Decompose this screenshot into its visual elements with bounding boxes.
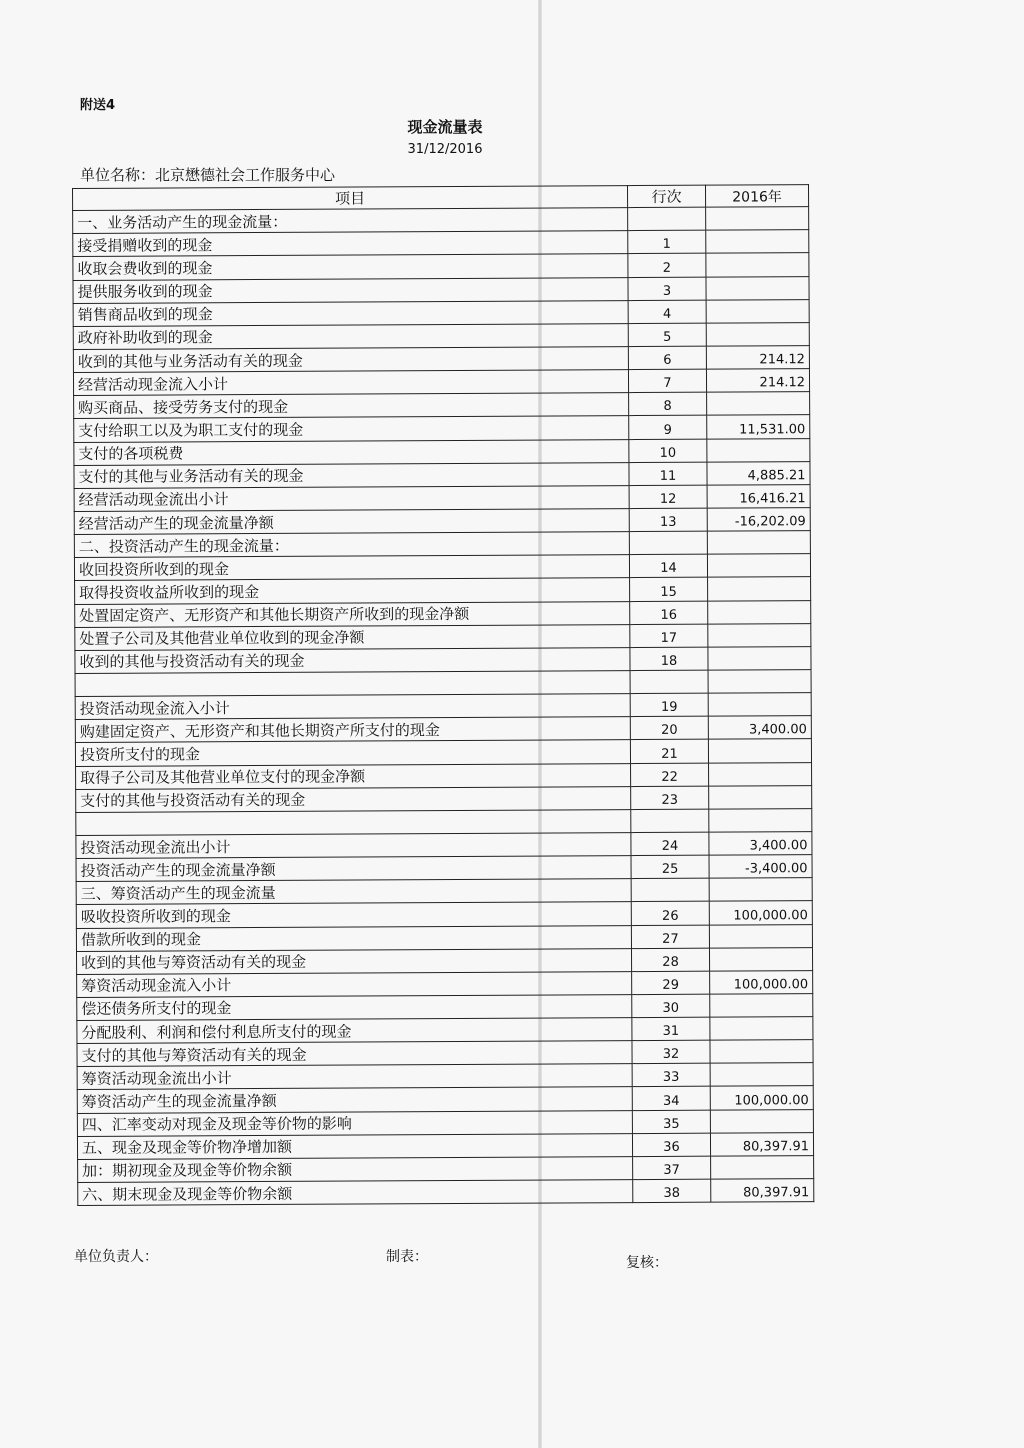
row-item: 取得子公司及其他营业单位支付的现金净额 [76,763,631,789]
row-number: 34 [632,1087,710,1111]
row-number: 5 [628,323,706,347]
row-number: 28 [631,948,709,972]
row-item: 经营活动现金流出小计 [74,485,629,511]
page-title: 现金流量表 [407,118,483,136]
row-item: 四、汇率变动对现金及现金等价物的影响 [77,1110,632,1136]
row-value [710,1017,813,1041]
row-value [710,1040,813,1064]
row-number: 11 [629,462,707,486]
row-item: 支付给职工以及为职工支付的现金 [74,416,629,442]
row-item: 筹资活动现金流入小计 [77,971,632,997]
row-number: 17 [630,624,708,648]
row-item: 处置固定资产、无形资产和其他长期资产所收到的现金净额 [75,601,630,627]
header-year: 2016年 [705,185,808,208]
row-item: 支付的其他与投资活动有关的现金 [76,786,631,812]
row-item: 投资活动现金流出小计 [76,833,631,859]
row-number: 25 [631,855,709,879]
row-number: 2 [628,254,706,278]
row-number: 18 [630,647,708,671]
row-number: 38 [633,1179,711,1203]
row-item: 投资活动现金流入小计 [75,694,630,720]
row-value [707,554,810,578]
row-item: 经营活动产生的现金流量净额 [74,509,629,535]
row-value [710,1109,813,1133]
row-number: 6 [628,346,706,370]
row-item: 经营活动现金流入小计 [73,370,628,396]
row-value [708,646,811,670]
attachment-label: 附送4 [80,98,116,113]
row-value [708,693,811,717]
report-date: 31/12/2016 [407,142,483,157]
row-value: 100,000.00 [710,970,813,994]
row-number: 15 [630,578,708,602]
prepared-by-label: 制表： [386,1249,428,1265]
row-number [631,878,709,902]
row-value [708,600,811,624]
row-value [706,230,809,254]
reviewed-by-label: 复核： [626,1255,668,1271]
row-value [709,878,812,902]
row-item: 分配股利、利润和偿付利息所支付的现金 [77,1018,632,1044]
row-value [708,670,811,694]
row-number: 7 [628,369,706,393]
row-number: 12 [629,485,707,509]
row-number: 14 [629,554,707,578]
row-value: 3,400.00 [709,832,812,856]
row-value [708,577,811,601]
row-item: 支付的其他与筹资活动有关的现金 [77,1041,632,1067]
row-item: 吸收投资所收到的现金 [76,902,631,928]
row-value: 80,397.91 [710,1132,813,1156]
row-item: 购建固定资产、无形资产和其他长期资产所支付的现金 [75,717,630,743]
row-value [710,994,813,1018]
row-value [711,1156,814,1180]
row-number: 26 [631,902,709,926]
row-item: 偿还债务所支付的现金 [77,995,632,1021]
row-number: 35 [632,1110,710,1134]
row-value [706,299,809,323]
row-item: 购买商品、接受劳务支付的现金 [74,393,629,419]
row-item: 加：期初现金及现金等价物余额 [78,1156,633,1182]
row-value [708,739,811,763]
row-value [707,531,810,555]
row-value [706,207,809,231]
row-value [706,253,809,277]
row-item: 投资活动产生的现金流量净额 [76,856,631,882]
row-value: 16,416.21 [707,484,810,508]
row-item: 取得投资收益所收到的现金 [75,578,630,604]
row-number [628,207,706,231]
row-number: 32 [632,1040,710,1064]
row-number [631,809,709,833]
row-value: 3,400.00 [708,716,811,740]
row-value: 100,000.00 [709,901,812,925]
row-item [75,671,630,697]
row-value: 11,531.00 [707,415,810,439]
row-number: 13 [629,508,707,532]
row-item: 筹资活动现金流出小计 [77,1064,632,1090]
row-number [630,670,708,694]
header-row-no: 行次 [627,185,705,208]
row-item: 借款所收到的现金 [76,925,631,951]
row-number: 1 [628,230,706,254]
row-value [707,392,810,416]
row-item: 收回投资所收到的现金 [74,555,629,581]
row-value [706,276,809,300]
row-item: 收取会费收到的现金 [73,254,628,280]
row-item [76,809,631,835]
row-value: 214.12 [706,369,809,393]
row-number: 30 [632,994,710,1018]
row-item: 收到的其他与投资活动有关的现金 [75,647,630,673]
row-number: 23 [631,786,709,810]
row-value [709,947,812,971]
row-value [708,623,811,647]
row-value: 4,885.21 [707,461,810,485]
row-value: 80,397.91 [711,1179,814,1203]
row-item: 六、期末现金及现金等价物余额 [78,1180,633,1206]
row-item: 支付的其他与业务活动有关的现金 [74,462,629,488]
row-number: 4 [628,300,706,324]
row-number: 27 [631,925,709,949]
row-item: 三、筹资活动产生的现金流量 [76,879,631,905]
table-row [78,1179,814,1206]
row-item: 投资所支付的现金 [75,740,630,766]
row-value [709,785,812,809]
row-value: -3,400.00 [709,855,812,879]
row-number: 10 [629,439,707,463]
row-item: 支付的各项税费 [74,439,629,465]
header-item: 项目 [73,186,628,211]
row-number: 9 [629,416,707,440]
row-number: 36 [632,1133,710,1157]
row-item: 接受捐赠收到的现金 [73,231,628,257]
row-item: 收到的其他与业务活动有关的现金 [73,347,628,373]
unit-head-label: 单位负责人： [74,1249,158,1265]
row-number: 24 [631,832,709,856]
row-number: 19 [630,693,708,717]
row-value: -16,202.09 [707,508,810,532]
row-value: 214.12 [706,346,809,370]
row-item: 收到的其他与筹资活动有关的现金 [76,948,631,974]
row-number: 21 [630,740,708,764]
row-value [706,322,809,346]
unit-name: 单位名称：北京懋德社会工作服务中心 [80,166,336,184]
row-number: 33 [632,1064,710,1088]
row-number: 29 [632,971,710,995]
row-number [629,531,707,555]
row-number: 31 [632,1017,710,1041]
row-number: 3 [628,277,706,301]
row-number: 8 [629,392,707,416]
row-item: 处置子公司及其他营业单位收到的现金净额 [75,624,630,650]
row-value [710,1063,813,1087]
row-item: 筹资活动产生的现金流量净额 [77,1087,632,1113]
row-value [709,808,812,832]
row-item: 销售商品收到的现金 [73,300,628,326]
row-number: 37 [633,1156,711,1180]
row-value [709,762,812,786]
row-number: 20 [630,716,708,740]
row-value: 100,000.00 [710,1086,813,1110]
row-value [709,924,812,948]
cash-flow-table [72,184,814,1206]
row-number: 16 [630,601,708,625]
row-number: 22 [631,763,709,787]
row-item: 提供服务收到的现金 [73,277,628,303]
row-item: 一、业务活动产生的现金流量： [73,208,628,234]
row-item: 五、现金及现金等价物净增加额 [77,1133,632,1159]
row-item: 政府补助收到的现金 [73,323,628,349]
row-item: 二、投资活动产生的现金流量： [74,532,629,558]
row-value [707,438,810,462]
